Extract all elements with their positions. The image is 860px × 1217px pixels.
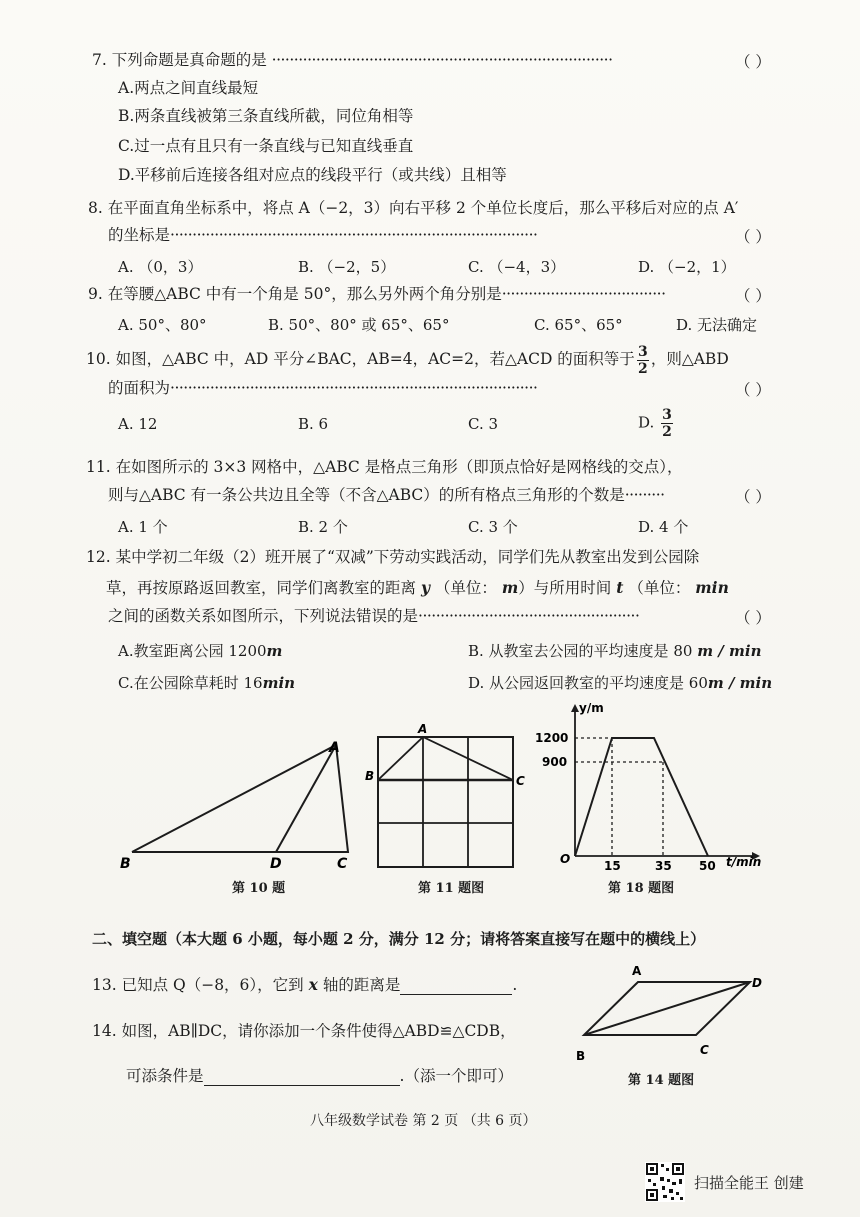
figure-12-graph [530,700,770,878]
q12-line3: 之间的函数关系如图所示，下列说法错误的是·················································· [108,607,640,625]
figure-14-parallelogram [568,960,798,1068]
fig10-label-b: B [120,856,131,872]
q10-option-d: D. $\frac{3}{2}$ [638,407,672,440]
q12-option-a: A.教室距离公园 1200m [118,642,283,660]
fig14-label-b: B [576,1049,586,1063]
fig14-label-c: C [700,1043,709,1057]
q10-option-b: B. 6 [298,415,329,433]
graph-ylabel: y/m [579,701,604,715]
q10-answer-paren: （ ） [735,381,771,399]
q13-text: 13. 已知点 Q（−8，6），它到 x 轴的距离是 . [92,975,518,994]
graph-xtick-50: 50 [699,859,716,873]
q8-line1: 8. 在平面直角坐标系中，将点 A（−2，3）向右平移 2 个单位长度后，那么平移后对应的点 A′ [88,199,739,217]
q11-option-c: C. 3 个 [468,518,518,536]
figure-10-caption: 第 10 题 [232,881,286,896]
fig10-label-c: C [337,856,348,872]
q9-option-a: A. 50°、80° [118,316,207,334]
figure-12-caption: 第 18 题图 [608,881,675,896]
fig14-label-a: A [632,964,642,978]
q12-line2: 草，再按原路返回教室，同学们离教室的距离 y （单位： m）与所用时间 t （单位： min [106,578,729,597]
q9-answer-paren: （ ） [735,287,771,305]
q8-option-a: A. （0，3） [118,258,203,276]
graph-ytick-900: 900 [542,755,568,769]
graph-xtick-15: 15 [604,859,621,873]
q12-option-d: D. 从公园返回教室的平均速度是 60m / min [468,674,773,692]
q9-option-b: B. 50°、80° 或 65°、65° [268,316,450,334]
q8-option-d: D. （−2，1） [638,258,736,276]
q11-line2: 则与△ABC 有一条公共边且全等（不含△ABC）的所有格点三角形的个数是········· [108,486,665,504]
q12-option-c: C.在公园除草耗时 16min [118,674,296,692]
graph-xtick-35: 35 [655,859,672,873]
scanner-watermark-text: 扫描全能王 创建 [694,1174,804,1192]
q13-answer-blank[interactable] [400,976,512,995]
q8-option-b: B. （−2，5） [298,258,396,276]
q7-option-b: B.两条直线被第三条直线所截，同位角相等 [118,107,414,125]
q10-option-d-fraction: $\frac{3}{2}$ [662,407,672,440]
q11-option-d: D. 4 个 [638,518,689,536]
q9-option-c: C. 65°、65° [534,316,623,334]
q14-line1: 14. 如图，AB∥DC，请你添加一个条件使得△ABD≌△CDB， [92,1022,516,1040]
page-footer: 八年级数学试卷 第 2 页 （共 6 页） [310,1113,537,1129]
q7-option-c: C.过一点有且只有一条直线与已知直线垂直 [118,137,414,155]
q11-option-b: B. 2 个 [298,518,348,536]
fig10-label-a: A [329,740,340,756]
q10-line2: 的面积为··················································································· [108,379,538,397]
q10-line1: 10. 如图，△ABC 中，AD 平分∠BAC，AB=4，AC=2，若△ACD 的面积等于 $\frac{3}{2}$ ，则△ABD [86,343,729,377]
q9-stem: 9. 在等腰△ABC 中有一个角是 50°，那么另外两个角分别是····································· [88,285,666,303]
q9-option-d: D. 无法确定 [676,316,758,334]
q8-answer-paren: （ ） [735,228,771,246]
q7-answer-paren: （ ） [735,53,771,71]
figure-14-caption: 第 14 题图 [628,1073,695,1088]
q12-line1: 12. 某中学初二年级（2）班开展了“双减”下劳动实践活动，同学们先从教室出发到公园除 [86,548,700,566]
q14-line2: 可添条件是 .（添一个即可） [126,1067,513,1085]
q12-answer-paren: （ ） [735,609,771,627]
q12-option-b: B. 从教室去公园的平均速度是 80 m / min [468,642,762,660]
qr-code-icon [645,1162,685,1202]
graph-xlabel: t/min [726,855,762,869]
q10-option-c: C. 3 [468,415,499,433]
graph-origin: O [560,852,571,866]
figure-11-grid [362,720,532,870]
fig14-label-d: D [752,976,762,990]
figure-11-caption: 第 11 题图 [418,881,485,896]
q8-line2: 的坐标是··················································································· [108,226,538,244]
fig11-label-b: B [365,769,375,783]
section-2-heading: 二、填空题（本大题 6 小题，每小题 2 分，满分 12 分；请将答案直接写在题中的横线上） [92,930,706,948]
q14-answer-blank[interactable] [204,1067,400,1086]
q8-option-c: C. （−4，3） [468,258,566,276]
fig11-label-a: A [418,722,428,736]
fig10-label-d: D [270,856,282,872]
figure-10-triangle [110,735,360,875]
q7-option-d: D.平移前后连接各组对应点的线段平行（或共线）且相等 [118,166,507,184]
q11-line1: 11. 在如图所示的 3×3 网格中，△ABC 是格点三角形（即顶点恰好是网格线的交点）， [86,458,683,476]
q11-answer-paren: （ ） [735,488,771,506]
q11-option-a: A. 1 个 [118,518,168,536]
graph-ytick-1200: 1200 [535,731,569,745]
fig11-label-c: C [516,774,525,788]
q10-fraction: $\frac{3}{2}$ [637,343,648,377]
q10-option-a: A. 12 [118,415,158,433]
q7-option-a: A.两点之间直线最短 [118,79,259,97]
q7-stem: 7. 下列命题是真命题的是 ············································································· [92,51,613,69]
